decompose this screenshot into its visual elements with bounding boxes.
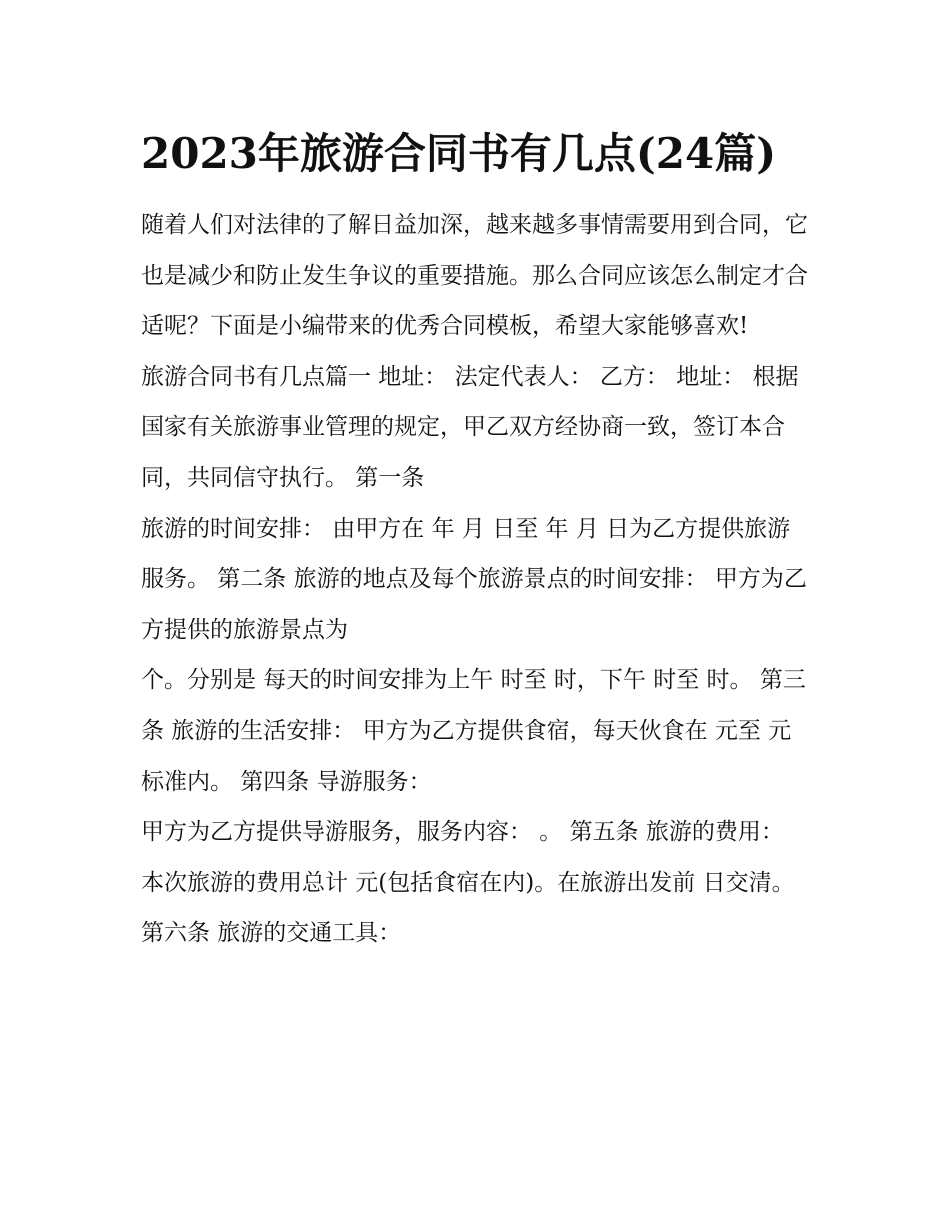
paragraph-schedule: 旅游的时间安排： 由甲方在 年 月 日至 年 月 日为乙方提供旅游服务。 第二条 旅游的地点及每个旅游景点的时间安排： 甲方为乙方提供的旅游景点为 bbox=[141, 515, 807, 643]
document-content bbox=[141, 120, 813, 959]
paragraph-guide-service: 甲方为乙方提供导游服务，服务内容： 。 第五条 旅游的费用： 本次旅游的费用总计 元(包括食宿在内)。在旅游出发前 日交清。 第六条 旅游的交通工具： bbox=[141, 819, 795, 947]
paragraph-intro: 随着人们对法律的了解日益加深，越来越多事情需要用到合同，它也是减少和防止发生争议的重要措施。那么合同应该怎么制定才合适呢？下面是小编带来的优秀合同模板，希望大家能够喜欢! bbox=[141, 212, 808, 340]
document-title: 2023年旅游合同书有几点(24篇) bbox=[141, 129, 777, 178]
document-body bbox=[141, 200, 813, 959]
paragraph-daily-arrangement: 个。分别是 每天的时间安排为上午 时至 时，下午 时至 时。 第三条 旅游的生活安排： 甲方为乙方提供食宿，每天伙食在 元至 元标准内。 第四条 导游服务： bbox=[141, 667, 806, 795]
paragraph-parties: 旅游合同书有几点篇一 地址： 法定代表人： 乙方： 地址： 根据国家有关旅游事业管理的规定，甲乙双方经协商一致，签订本合同，共同信守执行。 第一条 bbox=[141, 363, 799, 491]
